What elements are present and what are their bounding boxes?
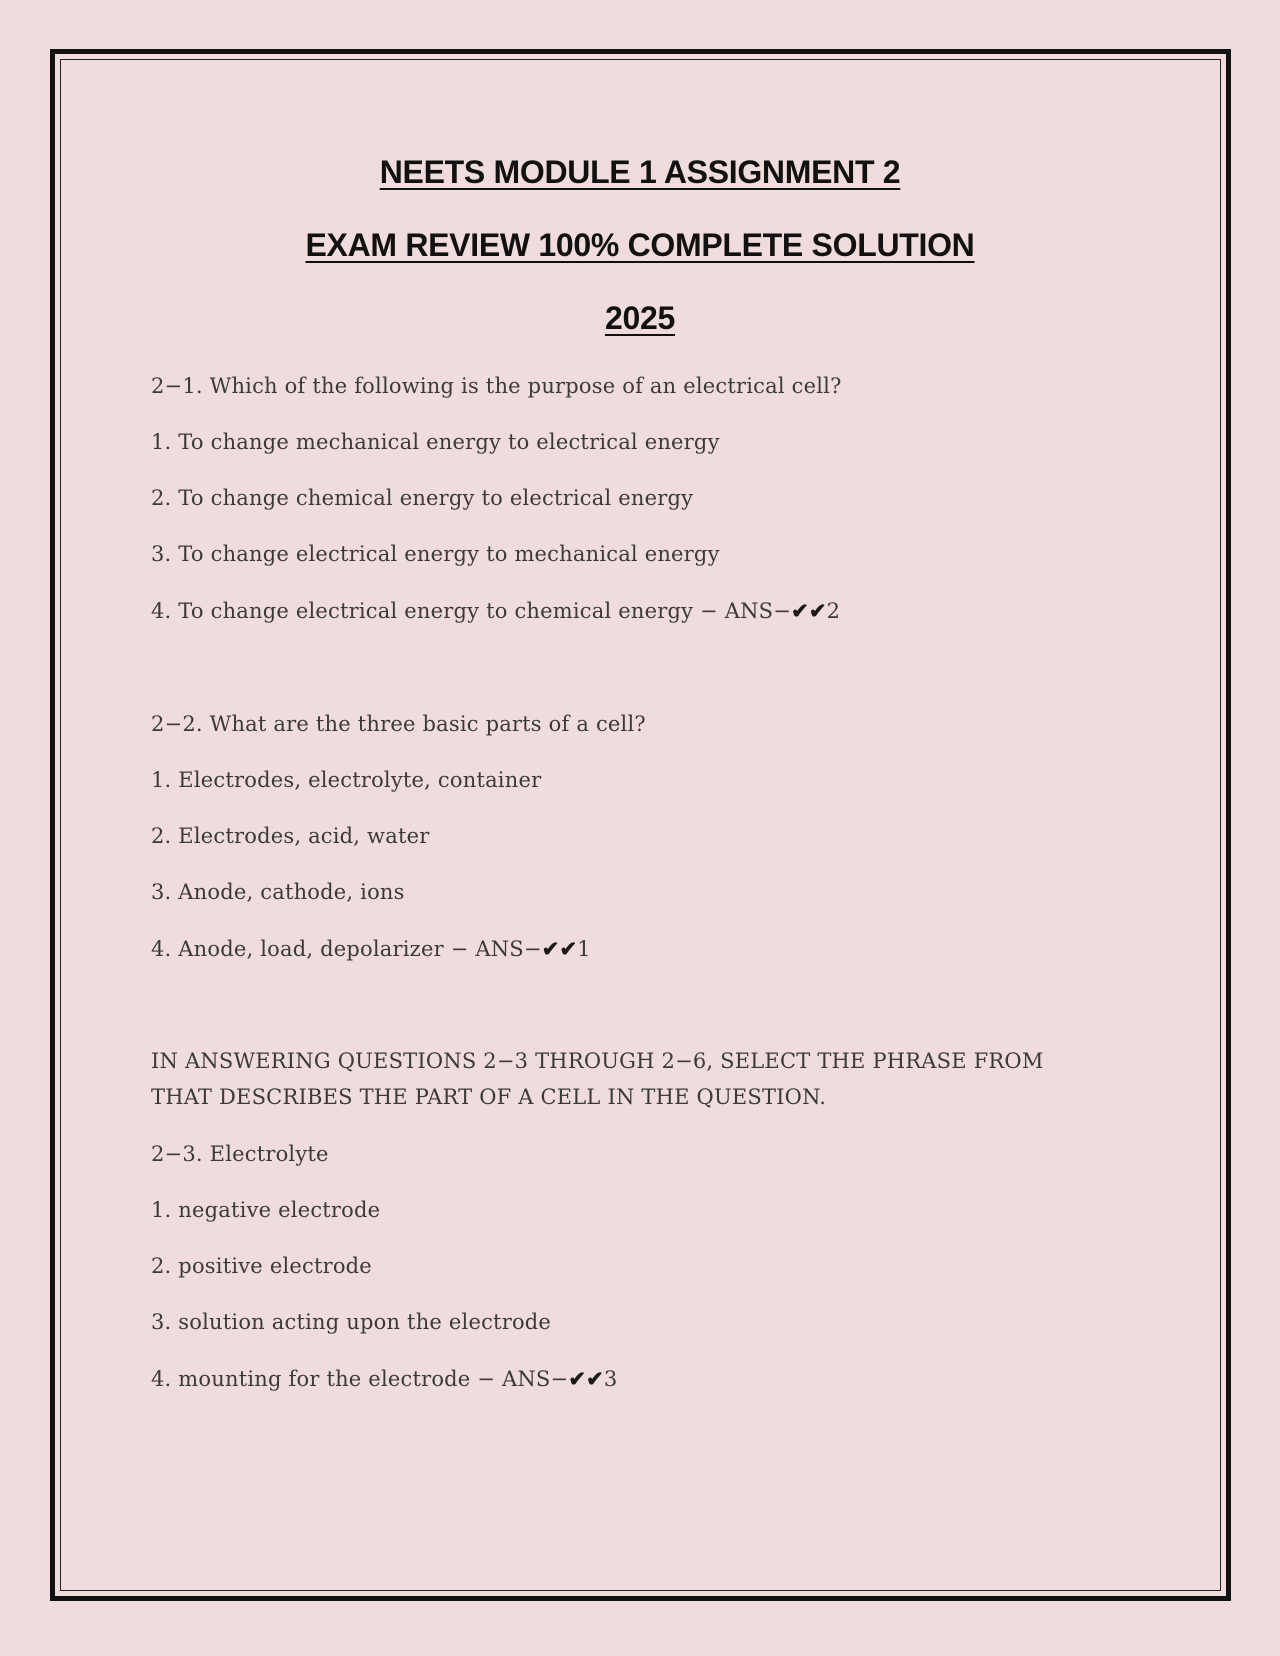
q2-option-4: [151, 936, 591, 961]
q3-option-2: 2. positive electrode: [151, 1254, 372, 1278]
q1-answer: 2: [826, 599, 841, 623]
document-title-line-1: NEETS MODULE 1 ASSIGNMENT 2: [379, 154, 901, 190]
q1-option-3: 3. To change electrical energy to mechanical energy: [151, 542, 720, 566]
q2-option-4-text: 4. Anode, load, depolarizer − ANS−: [151, 937, 542, 961]
check-marks-icon: ✔✔: [568, 1366, 604, 1391]
q2-option-3: 3. Anode, cathode, ions: [151, 880, 405, 904]
q3-option-3: 3. solution acting upon the electrode: [151, 1310, 552, 1334]
question-2-2: 2−2. What are the three basic parts of a cell?: [151, 712, 646, 736]
instruction-line-1: IN ANSWERING QUESTIONS 2−3 THROUGH 2−6, SELECT THE PHRASE FROM: [151, 1049, 1044, 1073]
question-2-3: 2−3. Electrolyte: [151, 1142, 329, 1166]
q2-answer: 1: [577, 937, 591, 961]
q1-option-4-text: 4. To change electrical energy to chemical energy − ANS−: [151, 599, 792, 623]
instruction-line-2: THAT DESCRIBES THE PART OF A CELL IN THE QUESTION.: [151, 1085, 827, 1109]
q2-option-1: 1. Electrodes, electrolyte, container: [151, 768, 542, 792]
check-marks-icon: ✔✔: [541, 936, 578, 961]
q1-option-1: 1. To change mechanical energy to electrical energy: [151, 430, 720, 454]
check-marks-icon: ✔✔: [791, 598, 827, 623]
q3-option-4-text: 4. mounting for the electrode − ANS−: [151, 1367, 569, 1391]
q3-option-1: 1. negative electrode: [151, 1198, 381, 1222]
question-2-1: 2−1. Which of the following is the purpose of an electrical cell?: [151, 374, 842, 398]
q3-option-4: [151, 1366, 617, 1391]
document-title-line-2: EXAM REVIEW 100% COMPLETE SOLUTION: [305, 227, 975, 263]
document-title-year: 2025: [605, 300, 675, 336]
q1-option-2: 2. To change chemical energy to electrical energy: [151, 486, 694, 510]
q2-option-2: 2. Electrodes, acid, water: [151, 824, 430, 848]
q1-option-4: [151, 598, 840, 623]
q3-answer: 3: [603, 1367, 618, 1391]
